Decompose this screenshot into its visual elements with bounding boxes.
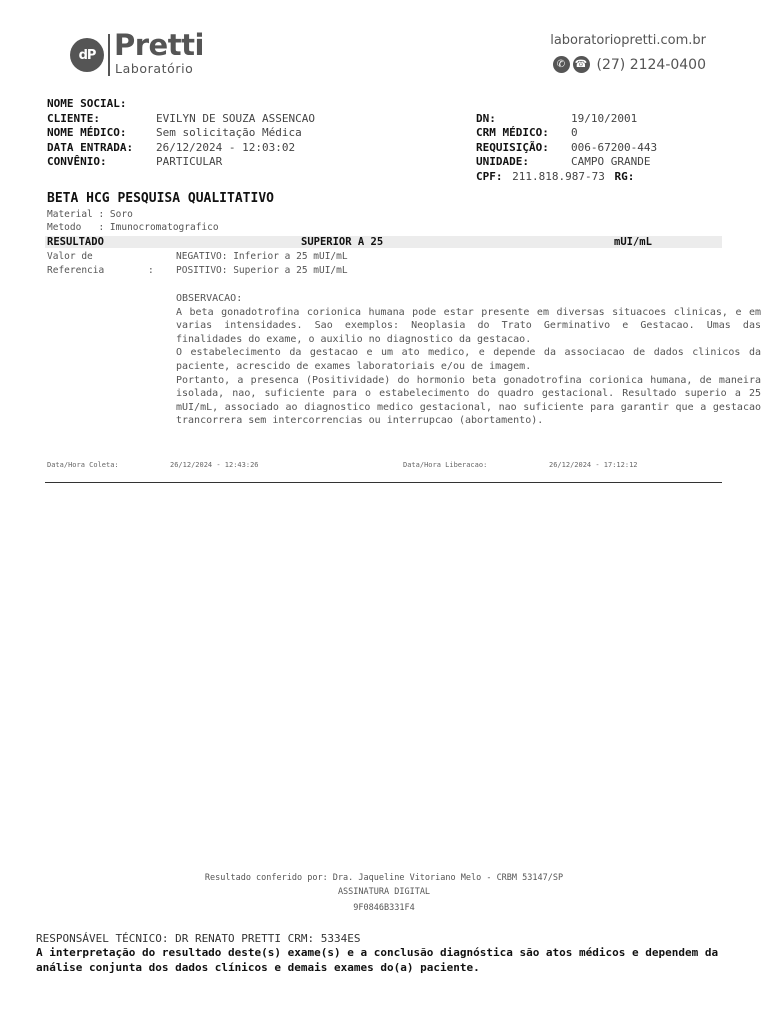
technical-responsible: RESPONSÁVEL TÉCNICO: DR RENATO PRETTI CRM: 5334ES bbox=[36, 932, 361, 945]
liberacao-label: Data/Hora Liberacao: bbox=[403, 461, 488, 469]
data-entrada-value: 26/12/2024 - 12:03:02 bbox=[156, 140, 296, 154]
cpf-label: CPF: bbox=[476, 169, 503, 183]
patient-info-right bbox=[476, 110, 657, 183]
observation-paragraph-1: A beta gonadotrofina corionica humana pode estar presente em diversas situacoes clinicas, e em varias intensidades. Sao exemplos: Neoplasia do Trato Germinativo e Gestacao. Umas das finalidades do exame, o auxilio no diagnostico da gestacao. bbox=[176, 306, 761, 345]
dn-label: DN: bbox=[476, 111, 496, 125]
observation-paragraph-3: Portanto, a presenca (Positividade) do hormonio beta gonadotrofina corionica humana, de maneira isolada, nao, suficiente para o estabelecimento do quadro gestacional. Resultado superio a 25 mUI/mL, associado ao diagnostico medico gestacional, nao suficiente para garantir que a gestacao trancorrera sem intercorrencias ou interrupcao (abortamento). bbox=[176, 374, 761, 427]
phone-number: (27) 2124-0400 bbox=[596, 56, 706, 73]
result-label: RESULTADO bbox=[47, 236, 104, 248]
logo-subtitle: Laboratório bbox=[115, 61, 194, 76]
crm-medico-value: 0 bbox=[571, 126, 578, 139]
contact-row bbox=[553, 56, 707, 73]
website-link[interactable]: laboratoriopretti.com.br bbox=[550, 33, 706, 48]
reference-label-2: Referencia bbox=[47, 265, 105, 276]
whatsapp-icon: ✆ bbox=[553, 56, 570, 73]
nome-medico-value: Sem solicitação Médica bbox=[156, 126, 302, 139]
result-value: SUPERIOR A 25 bbox=[301, 236, 384, 248]
logo-mark: dP bbox=[70, 38, 104, 72]
cliente-value: EVILYN DE SOUZA ASSENCAO bbox=[156, 111, 315, 125]
rg-label: RG: bbox=[614, 169, 635, 183]
nome-medico-label: NOME MÉDICO: bbox=[47, 126, 127, 139]
cliente-label: CLIENTE: bbox=[47, 111, 100, 125]
patient-info-left bbox=[47, 95, 315, 168]
exam-method: Metodo : Imunocromatografico bbox=[47, 222, 219, 233]
unidade-value: CAMPO GRANDE bbox=[571, 155, 651, 168]
result-unit: mUI/mL bbox=[614, 236, 652, 248]
signature-hash: 9F0846B331F4 bbox=[353, 903, 415, 913]
exam-title: BETA HCG PESQUISA QUALITATIVO bbox=[47, 191, 274, 206]
reference-negative: NEGATIVO: Inferior a 25 mUI/mL bbox=[176, 251, 348, 262]
unidade-label: UNIDADE: bbox=[476, 155, 529, 168]
dn-value: 19/10/2001 bbox=[571, 111, 638, 125]
crm-medico-label: CRM MÉDICO: bbox=[476, 126, 549, 139]
digital-signature-label: ASSINATURA DIGITAL bbox=[337, 887, 431, 897]
data-entrada-label: DATA ENTRADA: bbox=[47, 140, 134, 154]
logo-divider bbox=[108, 34, 110, 76]
exam-material: Material : Soro bbox=[47, 209, 133, 220]
reference-positive: POSITIVO: Superior a 25 mUI/mL bbox=[176, 265, 348, 276]
convenio-label: CONVÊNIO: bbox=[47, 155, 107, 168]
coleta-value: 26/12/2024 - 12:43:26 bbox=[170, 461, 259, 469]
logo-name: Pretti bbox=[114, 28, 204, 62]
requisicao-label: REQUISIÇÃO: bbox=[476, 140, 549, 154]
coleta-label: Data/Hora Coleta: bbox=[47, 461, 119, 469]
observation-block bbox=[176, 292, 761, 428]
reference-label-1: Valor de bbox=[47, 251, 93, 262]
liberacao-value: 26/12/2024 - 17:12:12 bbox=[549, 461, 638, 469]
observation-title: OBSERVACAO: bbox=[176, 293, 243, 304]
convenio-value: PARTICULAR bbox=[156, 155, 223, 168]
conferido-text: Resultado conferido por: Dra. Jaqueline Vitoriano Melo - CRBM 53147/SP bbox=[204, 873, 564, 883]
requisicao-value: 006-67200-443 bbox=[571, 140, 658, 154]
nome-social-label: NOME SOCIAL: bbox=[47, 97, 127, 110]
reference-colon: : bbox=[148, 265, 154, 276]
cpf-value: 211.818.987-73 bbox=[512, 169, 605, 183]
medical-disclaimer: A interpretação do resultado deste(s) exame(s) e a conclusão diagnóstica são atos médicos e dependem da análise conjunta dos dados clínicos e demais exames do(a) paciente. bbox=[36, 946, 719, 974]
phone-icon: ☎ bbox=[573, 56, 590, 73]
result-bar bbox=[45, 236, 722, 248]
observation-paragraph-2: O estabelecimento da gestacao e um ato medico, e depende da associacao de dados clinicos da paciente, acrescido de exames laboratoriais e/ou de imagem. bbox=[176, 347, 761, 372]
section-divider bbox=[45, 482, 722, 483]
